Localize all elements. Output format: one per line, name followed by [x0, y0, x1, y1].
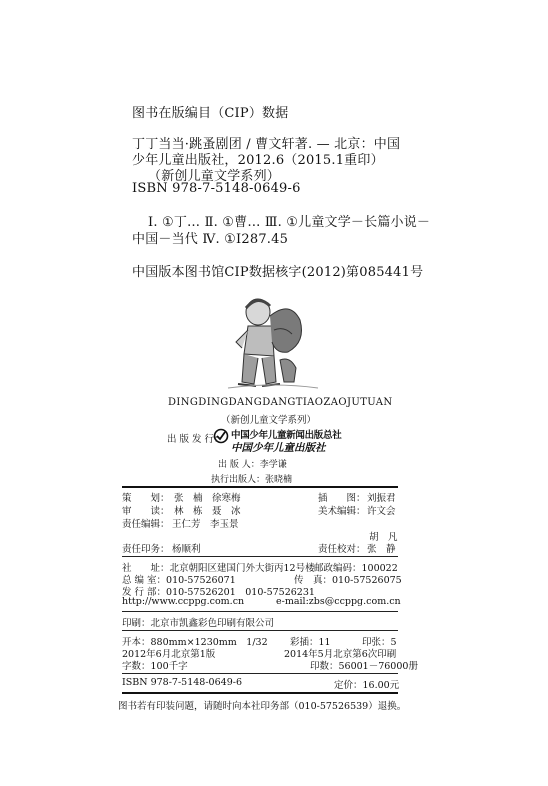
illustration-value: 刘振君	[367, 493, 396, 504]
divider-printer	[122, 630, 398, 631]
printer: 印刷：北京市凯鑫彩色印刷有限公司	[122, 618, 275, 629]
credits-row-3	[122, 516, 398, 529]
price: 定价：16.00元	[334, 680, 400, 691]
editorial-office-phone: 总 编 室：010-57526071	[122, 575, 236, 586]
price-row	[122, 677, 398, 690]
art-editor-label: 美术编辑：	[318, 506, 366, 517]
executive-publisher: 执行出版人：张晓楠	[211, 475, 293, 485]
distribution-phone: 发 行 部：010-57526201 010-57526231	[122, 587, 315, 598]
series-title: （新创儿童文学系列）	[221, 415, 317, 426]
review-label: 审 读：	[122, 506, 170, 517]
editor-2-value: 胡 凡	[369, 532, 398, 543]
proofread-label: 责任校对：	[318, 544, 366, 555]
cip-line-2: 少年儿童出版社，2012.6（2015.1重印）	[132, 153, 384, 168]
format: 开本：880mm×1230mm 1/32	[122, 637, 268, 648]
publisher-person: 出 版 人：李学谦	[218, 460, 287, 470]
credits-row-1	[122, 490, 398, 503]
planning-label: 策 划：	[122, 493, 170, 504]
printing-resp-value: 杨顺利	[172, 544, 201, 555]
reprint: 2014年5月北京第6次印刷	[284, 649, 397, 660]
sheets: 印张：5	[362, 637, 397, 648]
printing-resp-label: 责任印务：	[122, 544, 170, 555]
divider-top	[122, 486, 398, 488]
issuer-label: 出 版 发 行：	[167, 434, 224, 445]
cip-line-3: （新创儿童文学系列）	[148, 169, 281, 184]
isbn: ISBN 978-7-5148-0649-6	[122, 677, 242, 688]
misprint-notice: 图书若有印装问题，请随时向本社印务部（010-57526539）退换。	[118, 701, 407, 712]
credits-row-5	[122, 541, 398, 554]
color-plates: 彩插：11	[290, 637, 331, 648]
word-count: 字数：100千字	[122, 661, 188, 672]
cip-line-1: 丁丁当当·跳蚤剧团 / 曹文轩著. — 北京：中国	[132, 137, 401, 152]
cip-record-number: 中国版本图书馆CIP数据核字(2012)第085441号	[132, 265, 424, 280]
publisher-logo-icon	[213, 428, 229, 444]
pinyin-title: DINGDINGDANGDANGTIAOZAOJUTUAN	[168, 397, 393, 408]
illustration-label: 插 图：	[318, 493, 366, 504]
editor-label: 责任编辑：	[122, 519, 170, 530]
art-editor-value: 许文会	[367, 506, 396, 517]
website-link[interactable]: http://www.ccppg.com.cn	[122, 596, 245, 607]
divider-bottom	[122, 692, 398, 694]
publisher-name-2: 中国少年儿童出版社	[231, 442, 326, 454]
editor-value: 王仁芳 李玉景	[172, 519, 239, 530]
cip-heading: 图书在版编目（CIP）数据	[132, 106, 289, 121]
print-run: 印数：56001－76000册	[310, 661, 418, 672]
email-link[interactable]: e-mail:zbs@ccppg.com.cn	[276, 596, 401, 607]
planning-value: 张 楠 徐寒梅	[174, 493, 241, 504]
postcode: 邮政编码：100022	[314, 563, 398, 574]
edition: 2012年6月北京第1版	[122, 649, 216, 660]
cip-isbn: ISBN 978-7-5148-0649-6	[132, 181, 301, 196]
divider-credits	[122, 556, 398, 557]
divider-contact	[122, 611, 398, 612]
review-value: 林 栋 聂 冰	[174, 506, 241, 517]
printer-row	[122, 615, 398, 628]
credits-row-2	[122, 503, 398, 516]
fax: 传 真：010-57526075	[294, 575, 402, 586]
proofread-value: 张 静	[367, 544, 396, 555]
boy-carrying-sack-illustration	[218, 290, 330, 392]
cip-classification-2: 中国－当代 Ⅳ. ①I287.45	[132, 232, 289, 247]
divider-specs	[122, 673, 398, 674]
address: 社 址：北京朝阳区建国门外大街丙12号楼	[122, 563, 315, 574]
cip-classification-1: Ⅰ. ①丁… Ⅱ. ①曹… Ⅲ. ①儿童文学－长篇小说－	[148, 215, 431, 230]
publisher-name-1: 中国少年儿童新闻出版总社	[231, 430, 342, 441]
contact-row-4	[122, 596, 401, 609]
specs-row-3	[122, 658, 418, 672]
